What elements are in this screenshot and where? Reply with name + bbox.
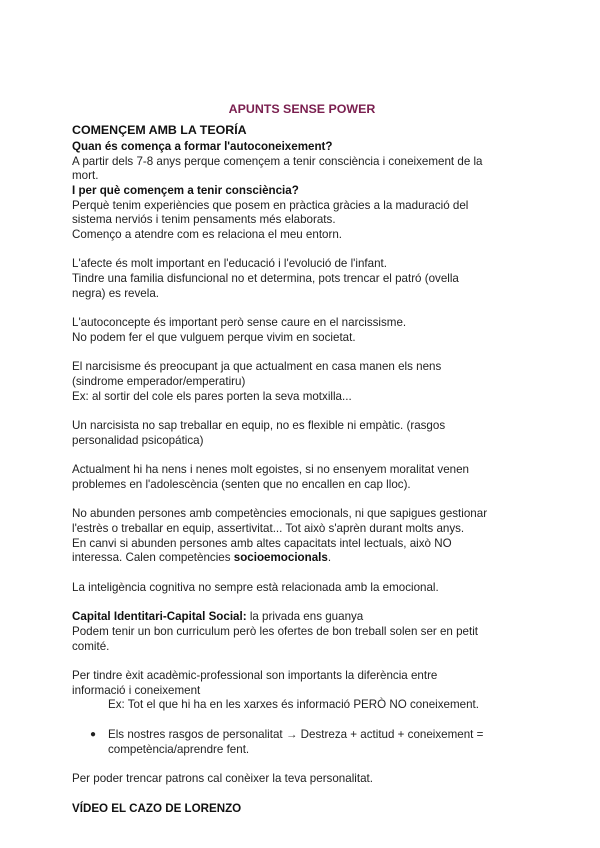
socioemotional-keyword: socioemocionals [233,551,328,565]
example-line: Ex: Tot el que hi ha en les xarxes és informació PERÒ NO coneixement. [108,698,479,712]
answer-2-line: Perquè tenim experiències que posem en pràctica gràcies a la maduració del [72,198,469,212]
section-heading: COMENÇEM AMB LA TEORÍA [72,122,247,137]
paragraph-competences: En canvi si abunden persones amb altes capacitats intel lectuals, això NO [72,536,452,550]
video-heading: VÍDEO EL CAZO DE LORENZO [72,801,242,815]
paragraph-narcissism: (sindrome emperador/emperatiru) [72,374,246,388]
answer-1-line: A partir dels 7-8 anys perque començem a tenir consciència i coneixement de la [72,154,483,168]
competences-text: interessa. Calen competències [72,551,234,565]
bullet-text-continued: competència/aprendre fent. [108,742,250,756]
paragraph-affect: Tindre una familia disfuncional no et determina, pots trencar el patró (ovella [72,271,459,285]
answer-2-line: Començo a atendre com es relaciona el meu entorn. [72,227,343,241]
competences-end: . [327,551,332,565]
paragraph-patterns: Per poder trencar patrons cal conèixer la teva personalitat. [72,772,373,786]
paragraph-selfconcept: L'autoconcepte és important però sense caure en el narcissisme. [72,316,407,330]
paragraph-affect: L'afecte és molt important en l'educació i l'evolució de l'infant. [72,257,387,271]
paragraph-capital: Podem tenir un bon curriculum però les ofertes de bon treball solen ser en petit [72,625,479,639]
paragraph-egoism: problemes en l'adolescència (senten que no encallen en cap lloc). [72,477,411,491]
paragraph-selfconcept: No podem fer el que vulguem perque vivim en societat. [72,330,356,344]
question-1: Quan és comença a formar l'autoconeixement? [72,140,333,154]
paragraph-competences: No abunden persones amb competències emocionals, ni que sapigues gestionar [72,507,488,521]
paragraph-capital: comité. [72,639,110,653]
bullet-item [72,728,532,743]
bullet-text: Els nostres rasgos de personalitat → Destreza + actitud + coneixement = [108,728,484,741]
paragraph-narcissism: El narcisisme és preocupant ja que actualment en casa manen els nens [72,360,442,374]
document-content [72,102,532,816]
question-2: I per què començem a tenir consciència? [72,183,299,197]
paragraph-narcissism: Ex: al sortir del cole els pares porten la seva motxilla... [72,389,352,403]
paragraph-competences: l'estrès o treballar en equip, assertivitat... Tot això s'aprèn durant molts anys. [72,522,465,536]
bullet-icon: ● [90,729,97,740]
paragraph-success: informació i coneixement [72,683,201,697]
answer-1-line: mort. [72,169,99,183]
answer-2-line: sistema nerviós i tenim pensaments més elaborats. [72,213,336,227]
paragraph-narcissist: Un narcisista no sap treballar en equip, no es flexible ni empàtic. (rasgos [72,419,446,433]
paragraph-egoism: Actualment hi ha nens i nenes molt egoistes, si no ensenyem moralitat venen [72,463,469,477]
document-title: APUNTS SENSE POWER [228,102,376,116]
paragraph-competences [72,551,532,566]
paragraph-affect: negra) es revela. [72,286,159,300]
paragraph-intelligence: La inteligència cognitiva no sempre està relacionada amb la emocional. [72,580,439,594]
capital-text: la privada ens guanya [246,610,364,624]
paragraph-narcissist: personalidad psicopática) [72,433,204,447]
paragraph-capital [72,610,532,625]
paragraph-success: Per tindre èxit acadèmic-professional son importants la diferència entre [72,669,438,683]
capital-label: Capital Identitari-Capital Social: [72,610,247,624]
